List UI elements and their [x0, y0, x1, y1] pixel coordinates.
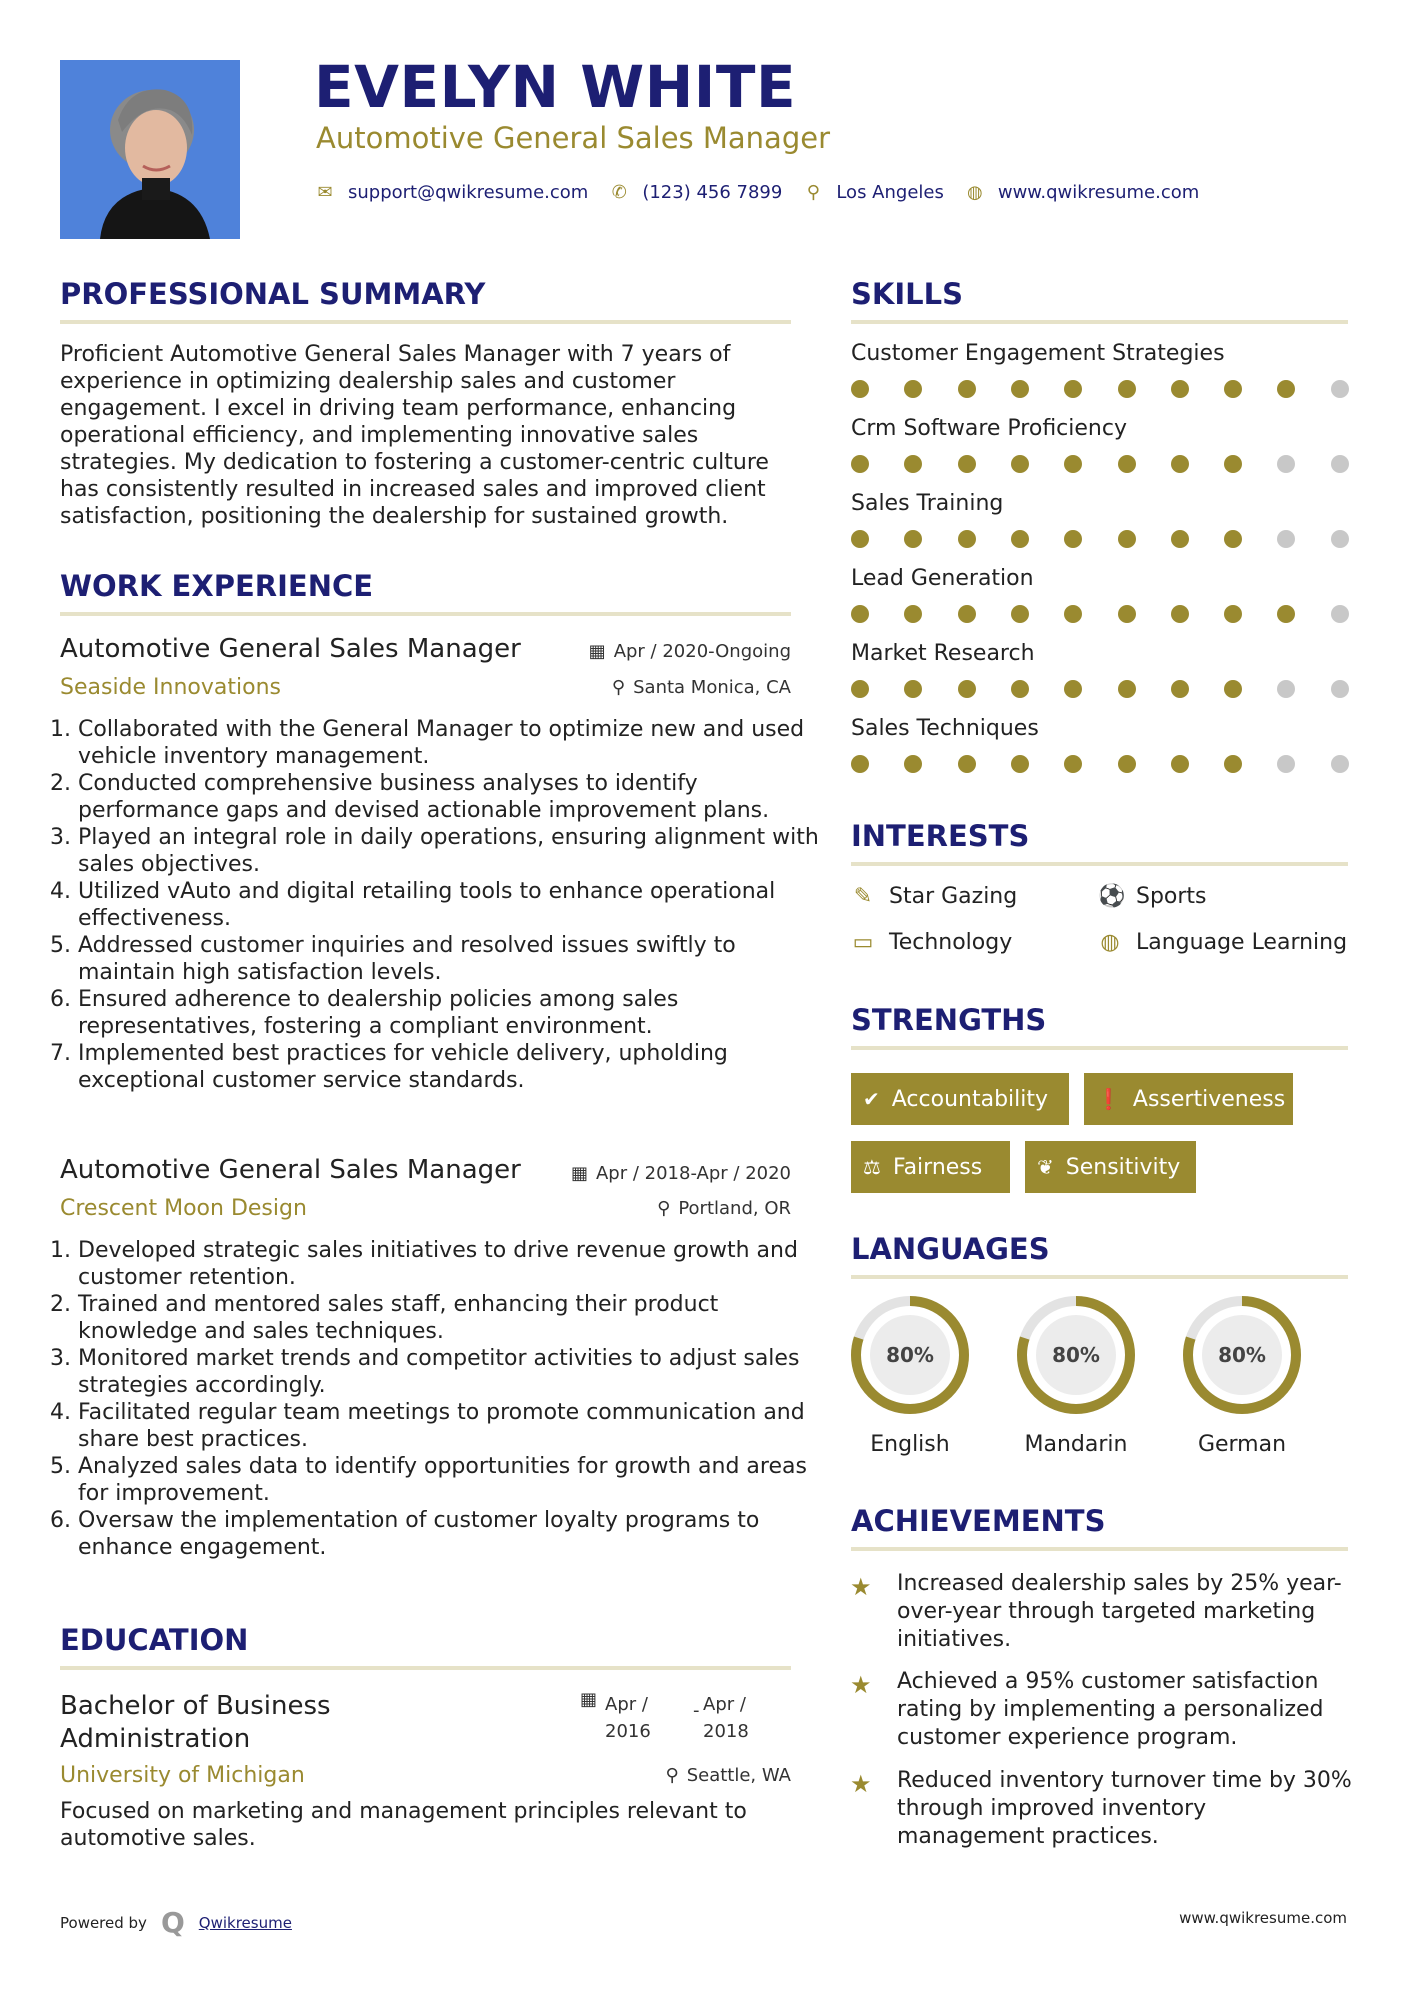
skill-dot-filled [1224, 380, 1242, 398]
section-divider [851, 1547, 1348, 1551]
skill-dot-filled [1118, 455, 1136, 473]
edu-end-date: Apr / 2018 [703, 1694, 749, 1742]
section-divider [851, 1046, 1348, 1050]
language-ring [1011, 1290, 1141, 1420]
skill-dot-filled [1224, 530, 1242, 548]
skill-dot-empty [1277, 455, 1295, 473]
skill-dot-empty [1277, 755, 1295, 773]
skill-dot-filled [1064, 680, 1082, 698]
calendar-icon: ▦ [570, 1163, 588, 1184]
skill-dot-filled [1171, 530, 1189, 548]
skill-dot-filled [851, 605, 869, 623]
skill-dot-filled [1171, 380, 1189, 398]
laptop-icon: ▭ [852, 930, 874, 955]
qwikresume-logo-icon: Q [160, 1906, 185, 1939]
section-divider [851, 862, 1348, 866]
leaf-icon: ❦ [1037, 1155, 1054, 1179]
skill-dot-filled [851, 455, 869, 473]
skill-dot-empty [1331, 530, 1349, 548]
skills-heading: SKILLS [851, 277, 963, 311]
job-dates: ▦ Apr / 2018-Apr / 2020 [570, 1163, 791, 1184]
list-item: 4. Utilized vAuto and digital retailing tools to enhance operational effectiveness. [78, 878, 820, 932]
job-title: Automotive General Sales Manager [60, 1155, 521, 1185]
edu-date-separator: - [693, 1700, 700, 1721]
skill-dot-filled [1064, 755, 1082, 773]
footer-brand-link[interactable]: Qwikresume [198, 1913, 292, 1932]
telescope-icon: ✎ [853, 884, 873, 909]
list-item: 1. Developed strategic sales initiatives to drive revenue growth and customer retention. [78, 1237, 820, 1291]
exclamation-circle-icon: ❗ [1096, 1087, 1121, 1111]
interest-item: ◍ Language Learning [1098, 932, 1347, 954]
skill-dot-filled [851, 755, 869, 773]
skill-dot-filled [904, 680, 922, 698]
section-divider [60, 320, 791, 324]
section-divider [851, 1275, 1348, 1279]
language-percent: 80% [886, 1343, 934, 1367]
summary-text: Proficient Automotive General Sales Manager with 7 years of experience in optimizing dealership sales and customer engagement. I excel in driving team performance, enhancing operational efficiency, and implementing innovative sales strategies. My dedication to fostering a customer-centric culture has consistently resulted in increased sales and improved client satisfaction, positioning the dealership for sustained growth. [60, 342, 769, 529]
skill-dot-filled [958, 380, 976, 398]
achievement-item: Reduced inventory turnover time by 30% through improved inventory management practices. [897, 1768, 1352, 1849]
contact-location: Los Angeles [836, 181, 944, 203]
skill-dot-filled [1171, 680, 1189, 698]
globe-icon: ◍ [966, 181, 983, 203]
skill-name: Customer Engagement Strategies [851, 341, 1225, 366]
skill-dot-filled [851, 680, 869, 698]
skill-dot-empty [1331, 455, 1349, 473]
skill-dot-filled [904, 530, 922, 548]
language-ring [1177, 1290, 1307, 1420]
language-name: English [870, 1432, 950, 1457]
skill-name: Sales Training [851, 491, 1004, 516]
footer-powered: Powered by Q Qwikresume [60, 1906, 292, 1939]
strengths-heading: STRENGTHS [851, 1003, 1047, 1037]
job-bullets [60, 1237, 820, 1561]
check-circle-icon: ✔ [863, 1087, 880, 1111]
soccer-ball-icon: ⚽ [1098, 884, 1126, 909]
skill-dot-filled [1011, 455, 1029, 473]
achievements-heading: ACHIEVEMENTS [851, 1504, 1106, 1538]
skill-dot-filled [1118, 530, 1136, 548]
skill-dot-filled [1011, 530, 1029, 548]
skill-dot-filled [1171, 755, 1189, 773]
balance-scale-icon: ⚖ [863, 1155, 881, 1179]
section-divider [851, 320, 1348, 324]
language-name: Mandarin [1024, 1432, 1128, 1457]
skill-dot-filled [958, 680, 976, 698]
phone-icon: ✆ [611, 181, 627, 203]
job-company: Crescent Moon Design [60, 1196, 307, 1221]
list-item: 2. Conducted comprehensive business analyses to identify performance gaps and devised actionable improvement plans. [78, 770, 820, 824]
job-title: Automotive General Sales Manager [60, 634, 521, 664]
skill-dot-filled [1224, 605, 1242, 623]
skill-dot-filled [851, 380, 869, 398]
job-location: ⚲ Portland, OR [657, 1198, 791, 1219]
list-item: 5. Analyzed sales data to identify opportunities for growth and areas for improvement. [78, 1453, 820, 1507]
language-percent: 80% [1218, 1343, 1266, 1367]
skill-dot-filled [904, 605, 922, 623]
star-icon: ★ [850, 1671, 872, 1699]
footer-url[interactable]: www.qwikresume.com [1179, 1909, 1347, 1927]
skill-dot-empty [1277, 680, 1295, 698]
job-company: Seaside Innovations [60, 675, 281, 700]
degree-title: Bachelor of Business Administration [60, 1691, 331, 1754]
skill-dot-empty [1277, 530, 1295, 548]
edu-calendar [580, 1691, 597, 1709]
interest-item: ⚽ Sports [1098, 884, 1207, 909]
skill-dot-filled [1011, 380, 1029, 398]
list-item: 7. Implemented best practices for vehicle delivery, upholding exceptional customer service standards. [78, 1040, 820, 1094]
skill-name: Lead Generation [851, 566, 1034, 591]
skill-dot-filled [1118, 680, 1136, 698]
skill-dot-filled [1064, 530, 1082, 548]
pin-icon: ⚲ [657, 1198, 671, 1219]
calendar-icon: ▦ [580, 1689, 598, 1710]
list-item: 3. Monitored market trends and competitor activities to adjust sales strategies accordingly. [78, 1345, 820, 1399]
edu-start-date: Apr / 2016 [605, 1694, 651, 1742]
strength-badge: ✔ Accountability [851, 1073, 1069, 1125]
job-location: ⚲ Santa Monica, CA [611, 677, 791, 698]
languages-heading: LANGUAGES [851, 1232, 1050, 1266]
skill-dot-filled [1171, 455, 1189, 473]
skill-dot-filled [1277, 605, 1295, 623]
job-dates: ▦ Apr / 2020-Ongoing [588, 641, 791, 662]
summary-heading: PROFESSIONAL SUMMARY [60, 277, 486, 311]
skill-dot-filled [851, 530, 869, 548]
contact-phone[interactable]: (123) 456 7899 [642, 181, 783, 203]
contact-website[interactable]: www.qwikresume.com [997, 181, 1200, 203]
job-bullets [60, 716, 820, 1094]
skill-dot-filled [1224, 680, 1242, 698]
language-name: German [1197, 1432, 1287, 1457]
skill-dot-filled [1224, 755, 1242, 773]
section-divider [60, 612, 791, 616]
skill-dot-filled [1118, 605, 1136, 623]
skill-dot-filled [1011, 605, 1029, 623]
achievement-item: Achieved a 95% customer satisfaction rating by implementing a personalized customer experience program. [897, 1669, 1324, 1750]
map-pin-icon: ⚲ [806, 181, 820, 203]
skill-dot-filled [1064, 605, 1082, 623]
globe-icon: ◍ [1100, 930, 1120, 955]
strength-badge: ❗ Assertiveness [1084, 1073, 1293, 1125]
skill-dot-filled [958, 755, 976, 773]
calendar-icon: ▦ [588, 641, 606, 662]
skill-dot-filled [1011, 680, 1029, 698]
contact-row [316, 180, 1221, 204]
skill-dot-filled [1171, 605, 1189, 623]
skill-dot-filled [1064, 380, 1082, 398]
list-item: 4. Facilitated regular team meetings to promote communication and share best practices. [78, 1399, 820, 1453]
list-item: 1. Collaborated with the General Manager to optimize new and used vehicle inventory management. [78, 716, 820, 770]
skill-dot-filled [1118, 380, 1136, 398]
language-percent: 80% [1052, 1343, 1100, 1367]
education-heading: EDUCATION [60, 1623, 249, 1657]
school-location: ⚲ Seattle, WA [665, 1765, 791, 1786]
interest-item: ▭ Technology [852, 930, 1013, 955]
pin-icon: ⚲ [611, 677, 626, 698]
skill-name: Market Research [851, 641, 1035, 666]
list-item: 5. Addressed customer inquiries and resolved issues swiftly to maintain high satisfaction levels. [78, 932, 820, 986]
skill-dot-filled [904, 455, 922, 473]
contact-email[interactable]: support@qwikresume.com [348, 181, 589, 203]
strength-badge: ⚖ Fairness [851, 1141, 1010, 1193]
list-item: 2. Trained and mentored sales staff, enhancing their product knowledge and sales techniques. [78, 1291, 820, 1345]
experience-heading: WORK EXPERIENCE [60, 569, 374, 603]
skill-dot-filled [904, 380, 922, 398]
profile-photo [60, 60, 240, 239]
section-divider [60, 1666, 791, 1670]
strength-badge: ❦ Sensitivity [1025, 1141, 1196, 1193]
skill-dot-filled [1118, 755, 1136, 773]
skill-dot-empty [1331, 605, 1349, 623]
skill-name: Sales Techniques [851, 716, 1039, 741]
skill-dot-filled [1064, 455, 1082, 473]
skill-dot-empty [1331, 380, 1349, 398]
skill-dot-filled [904, 755, 922, 773]
skill-dot-filled [958, 605, 976, 623]
list-item: 6. Oversaw the implementation of customer loyalty programs to enhance engagement. [78, 1507, 820, 1561]
skill-dot-filled [1011, 755, 1029, 773]
candidate-title: Automotive General Sales Manager [316, 121, 830, 155]
skill-dot-filled [1224, 455, 1242, 473]
education-description: Focused on marketing and management principles relevant to automotive sales. [60, 1799, 747, 1851]
interests-heading: INTERESTS [851, 819, 1030, 853]
school-name: University of Michigan [60, 1763, 305, 1788]
list-item: 6. Ensured adherence to dealership policies among sales representatives, fostering a compliant environment. [78, 986, 820, 1040]
skill-name: Crm Software Proficiency [851, 416, 1127, 441]
star-icon: ★ [850, 1770, 872, 1798]
star-icon: ★ [850, 1573, 872, 1601]
interest-item: ✎ Star Gazing [851, 886, 1017, 908]
list-item: 3. Played an integral role in daily operations, ensuring alignment with sales objectives. [78, 824, 820, 878]
skill-dot-filled [958, 455, 976, 473]
language-ring [845, 1290, 975, 1420]
candidate-name: EVELYN WHITE [314, 53, 797, 121]
skill-dot-empty [1331, 755, 1349, 773]
portrait-image [60, 60, 240, 239]
skill-dot-empty [1331, 680, 1349, 698]
pin-icon: ⚲ [665, 1765, 679, 1786]
skill-dot-filled [958, 530, 976, 548]
achievement-item: Increased dealership sales by 25% year-over-year through targeted marketing initiatives. [897, 1571, 1342, 1652]
envelope-icon: ✉ [317, 181, 333, 203]
skill-dot-filled [1277, 380, 1295, 398]
